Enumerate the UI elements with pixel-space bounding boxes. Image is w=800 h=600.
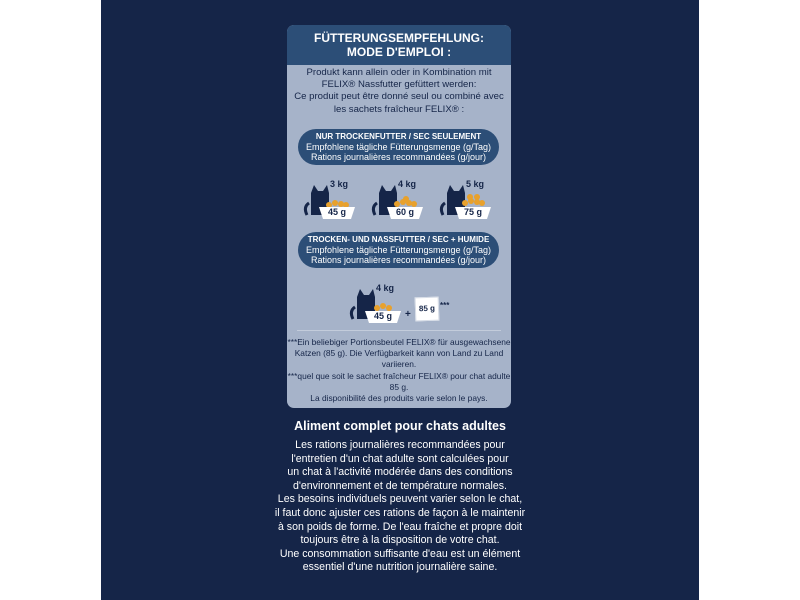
description-line: un chat à l'activité modérée dans des conditions <box>287 466 513 479</box>
pill-line: Empfohlene tägliche Fütterungsmenge (g/Tag) <box>305 245 492 255</box>
amount-label: 45 g <box>327 207 346 217</box>
amount-label: 45 g <box>373 311 392 321</box>
pill-line: Empfohlene tägliche Fütterungsmenge (g/Tag) <box>305 142 492 152</box>
description-line: Une consommation suffisante d'eau est un élément <box>279 547 521 560</box>
intro-line: FELIX® Nassfutter gefüttert werden: <box>321 79 477 91</box>
intro-text <box>287 67 511 116</box>
footnote-stars: *** <box>440 301 450 310</box>
description-line: d'environnement et de température normales. <box>292 479 508 492</box>
footnote-de <box>287 337 511 370</box>
weight-label: 3 kg <box>330 179 349 189</box>
cat-ration-mixed-4kg <box>347 281 405 321</box>
description-line: Les besoins individuels peuvent varier selon le chat, <box>277 493 523 506</box>
description-line: à son poids de forme. De l'eau fraîche et propre doit <box>277 520 523 533</box>
product-title: Aliment complet pour chats adultes <box>294 419 506 433</box>
pill-line: Rations journalières recommandées (g/jour) <box>310 152 487 162</box>
divider <box>297 330 501 331</box>
footnote-line: ***quel que soit le sachet fraîcheur FELIX® pour chat adulte 85 g. <box>287 371 511 392</box>
title-de: FÜTTERUNGSEMPFEHLUNG: <box>314 31 484 45</box>
pill-title: TROCKEN- UND NASSFUTTER / SEC + HUMIDE <box>307 235 490 244</box>
pill-line: Rations journalières recommandées (g/jour) <box>310 255 487 265</box>
footnote-line: ***Ein beliebiger Portionsbeutel FELIX® für ausgewachsene <box>287 337 511 347</box>
cat-ration-4kg <box>369 177 427 217</box>
feeding-card <box>287 25 511 408</box>
footnote-line: Katzen (85 g). Die Verfügbarkeit kann von Land zu Land variieren. <box>294 348 504 369</box>
intro-line: Ce produit peut être donné seul ou combiné avec <box>294 91 504 103</box>
intro-line: Produkt kann allein oder in Kombination mit <box>306 67 492 78</box>
dry-only-pill <box>298 129 499 165</box>
dry-wet-pill <box>298 232 499 268</box>
description-line: il faut donc ajuster ces rations de façon à le maintenir <box>274 506 526 519</box>
cat-ration-3kg <box>301 177 359 217</box>
description-line: Les rations journalières recommandées pour <box>295 439 505 451</box>
pill-title: NUR TROCKENFUTTER / SEC SEULEMENT <box>315 132 482 141</box>
footnote-fr <box>287 371 511 404</box>
product-description <box>200 439 600 575</box>
plus-sign: + <box>405 309 411 320</box>
weight-label: 5 kg <box>466 179 485 189</box>
description-line: toujours être à la disposition de votre chat. <box>300 534 500 547</box>
cat-ration-5kg <box>437 177 495 217</box>
footnote-line: La disponibilité des produits varie selon le pays. <box>310 393 488 403</box>
card-header <box>287 25 511 65</box>
description-line: l'entretien d'un chat adulte sont calculées pour <box>291 452 509 465</box>
intro-line: les sachets fraîcheur FELIX® : <box>333 103 465 115</box>
title-fr: MODE D'EMPLOI : <box>346 45 452 59</box>
pouch-icon: 85 g <box>415 297 440 322</box>
weight-label: 4 kg <box>398 179 417 189</box>
weight-label: 4 kg <box>376 283 395 293</box>
amount-label: 75 g <box>463 207 482 217</box>
description-line: essentiel d'une nutrition journalière saine. <box>302 561 498 574</box>
amount-label: 60 g <box>395 207 414 217</box>
